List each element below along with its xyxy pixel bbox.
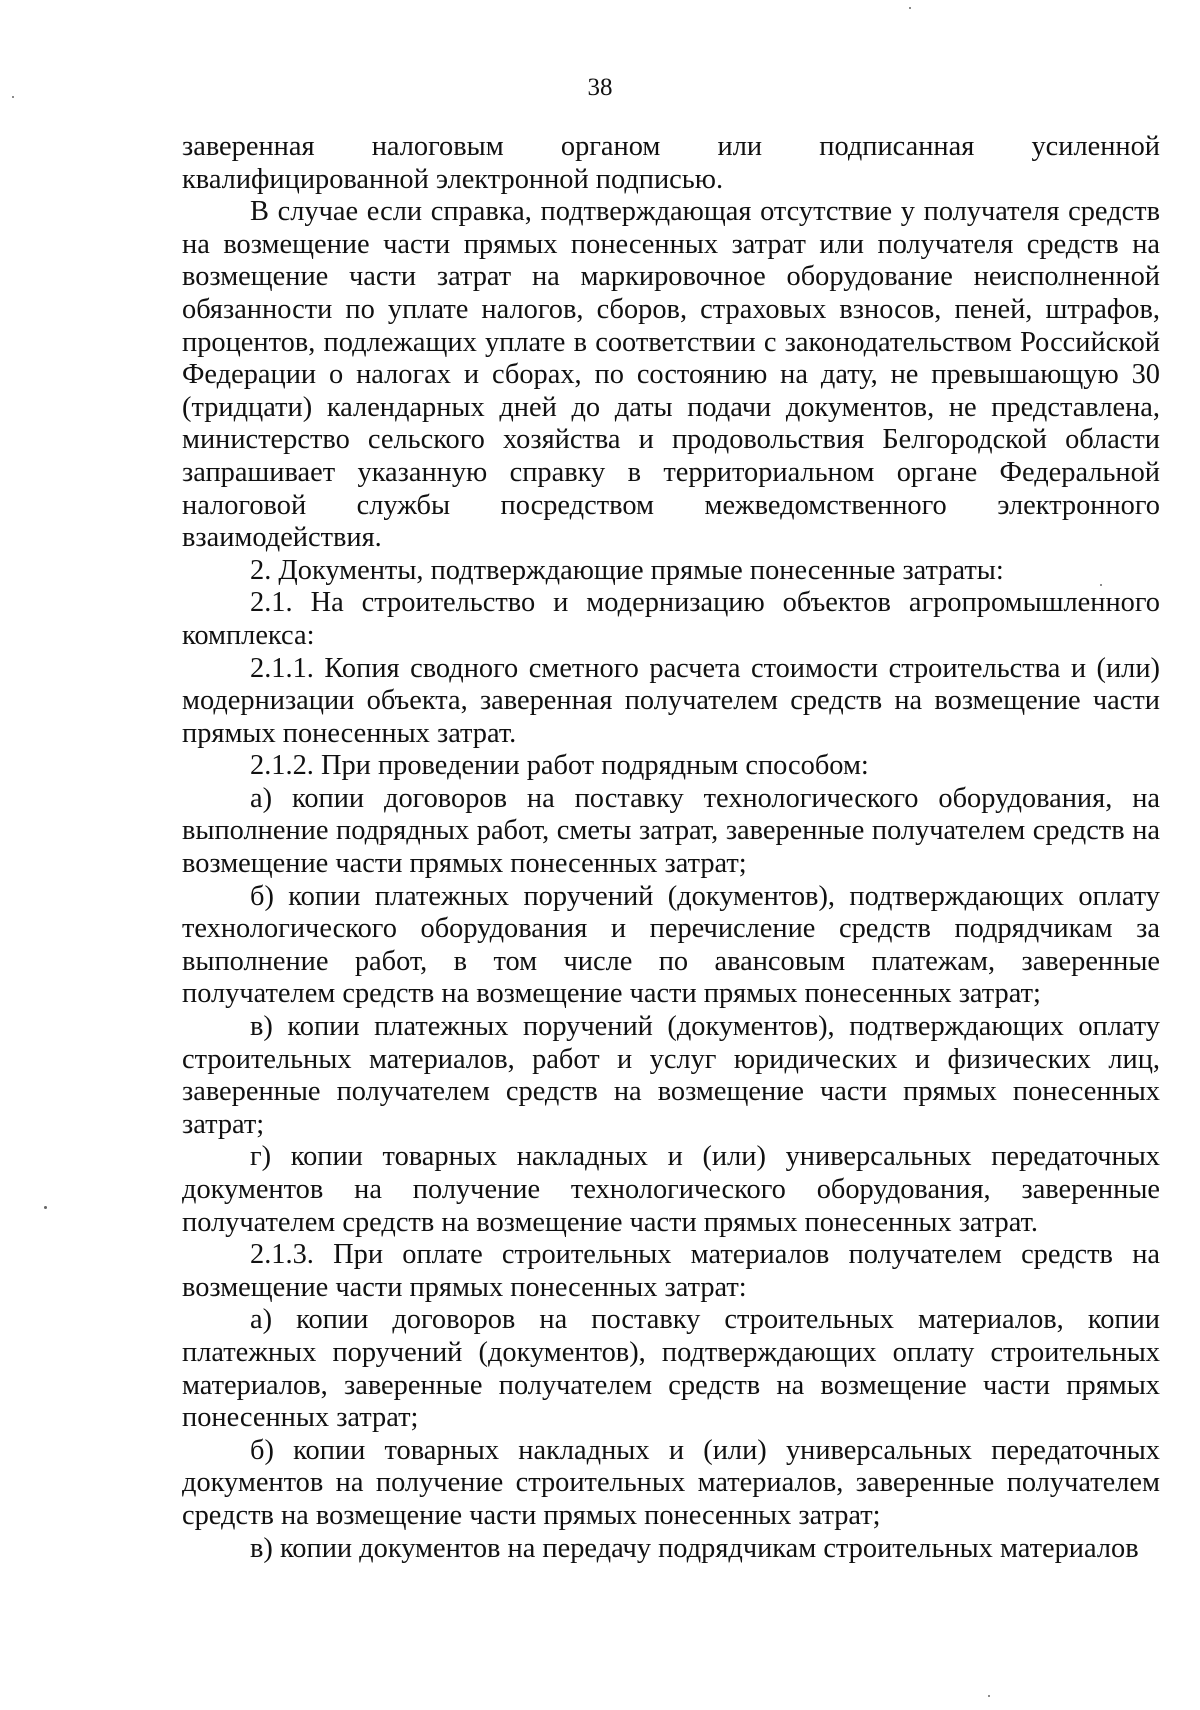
paragraph-tax-certificate: В случае если справка, подтверждающая отсутствие у получателя средств на возмещение части прямых понесенных затрат или получателя средств на возмещение части затрат на маркировочное оборудование неисполненной обязанности по уплате налогов, сборов, страховых взносов, пеней, штрафов, процентов, подлежащих уплате в соответствии с законодательством Российской Федерации о налогах и сборах, по состоянию на дату, не превышающую 30 (тридцати) календарных дней до даты подачи документов, не представлена, министерство сельского хозяйства и продовольствия Белгородской области запрашивает указанную справку в территориальном органе Федеральной налоговой службы посредством межведомственного электронного взаимодействия. (182, 196, 1160, 554)
page-number: 38 (587, 74, 613, 101)
list-item-2-1-2-b: б) копии платежных поручений (документов), подтверждающих оплату технологического оборудования и перечисление средств подрядчикам за выполнение работ, в том числе по авансовым платежам, заверенные получателем средств на возмещение части прямых понесенных затрат; (182, 880, 1160, 1010)
document-body (182, 131, 1160, 1565)
paragraph-section-2-1-1: 2.1.1. Копия сводного сметного расчета стоимости строительства и (или) модернизации объекта, заверенная получателем средств на возмещение части прямых понесенных затрат. (182, 652, 1160, 749)
paragraph-section-2-1-3: 2.1.3. При оплате строительных материалов получателем средств на возмещение части прямых понесенных затрат: (182, 1239, 1160, 1303)
scan-speck (909, 7, 911, 9)
paragraph-section-2-1-2: 2.1.2. При проведении работ подрядным способом: (250, 750, 869, 782)
list-item-2-1-3-b: б) копии товарных накладных и (или) универсальных передаточных документов на получение строительных материалов, заверенные получателем средств на возмещение части прямых понесенных затрат; (182, 1434, 1160, 1531)
list-item-2-1-2-v: в) копии платежных поручений (документов), подтверждающих оплату строительных материалов, работ и услуг юридических и физических лиц, заверенные получателем средств на возмещение части прямых понесенных затрат; (182, 1011, 1160, 1140)
list-item-2-1-2-g: г) копии товарных накладных и (или) универсальных передаточных документов на получение технологического оборудования, заверенные получателем средств на возмещение части прямых понесенных затрат. (182, 1141, 1160, 1238)
list-item-2-1-2-a: а) копии договоров на поставку технологического оборудования, на выполнение подрядных работ, сметы затрат, заверенные получателем средств на возмещение части прямых понесенных затрат; (182, 782, 1160, 880)
scan-speck (988, 1695, 990, 1697)
scan-speck (44, 1206, 47, 1209)
paragraph-continuation: заверенная налоговым органом или подписанная усиленной квалифицированной электронной подписью. (182, 131, 1160, 195)
paragraph-section-2: 2. Документы, подтверждающие прямые понесенные затраты: (250, 554, 1004, 586)
list-item-2-1-3-v: в) копии документов на передачу подрядчикам строительных материалов (250, 1532, 1139, 1564)
list-item-2-1-3-a: а) копии договоров на поставку строительных материалов, копии платежных поручений (документов), подтверждающих оплату строительных материалов, заверенные получателем средств на возмещение части прямых понесенных затрат; (182, 1304, 1160, 1434)
scan-speck (12, 96, 14, 98)
scan-speck (1100, 584, 1102, 586)
paragraph-section-2-1: 2.1. На строительство и модернизацию объектов агропромышленного комплекса: (182, 587, 1160, 651)
